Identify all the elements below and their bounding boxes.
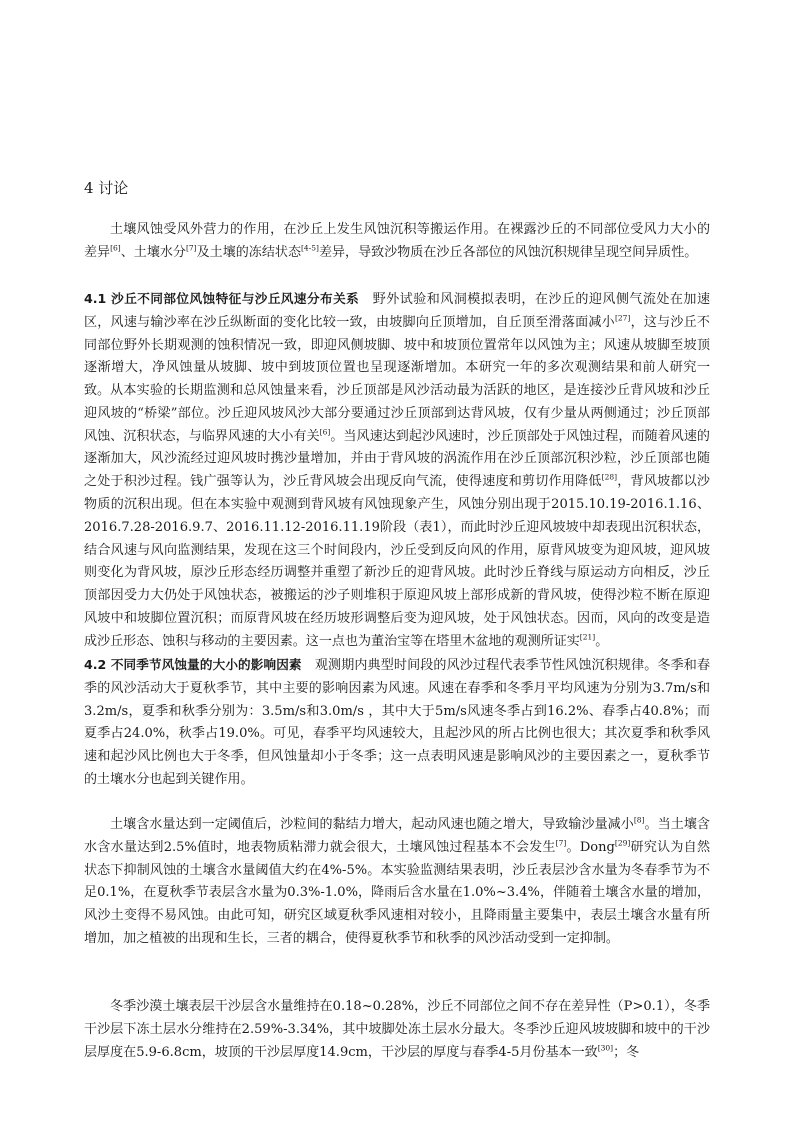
text-run: 。 (595, 633, 609, 649)
subsection-title-4-2: 4.2 不同季节风蚀量的大小的影响因素 (84, 657, 302, 672)
paragraph-4-2 (84, 654, 710, 792)
citation: [29] (614, 838, 631, 848)
citation: [7] (185, 243, 197, 253)
citation: [6] (319, 427, 331, 437)
text-run: 土壤含水量达到一定阈值后，沙粒间的黏结力增大，起动风速也随之增大，导致输沙量减小 (110, 817, 634, 832)
text-run: 。当土壤含水含水量达到2.5%值时，地表物质粘滞力就会很大，土壤风蚀过程基本不会发生 (84, 817, 710, 855)
text-run: 冬季沙漠土壤表层干沙层含水量维持在0.18~0.28%，沙丘不同部位之间不存在差异性（P>0.1），冬季干沙层下冻土层水分维持在2.59%-3.34%，其中坡脚处冻土层水分最大。冬季沙丘迎风坡坡脚和坡中的干沙层厚度在5.9-6.8cm，坡顶的干沙层厚度14.9cm，干沙层的厚度与春季4-5月份基本一致 (84, 999, 710, 1060)
text-run: 差异，导致沙物质在沙丘各部位的风蚀沉积规律呈现空间异质性。 (318, 244, 698, 260)
paragraph-winter (84, 996, 710, 1064)
text-run: 观测期内典型时间段的风沙过程代表季节性风蚀沉积规律。冬季和春季的风沙活动大于夏秋季节，其中主要的影响因素为风速。风速在春季和冬季月平均风速为分别为3.7m/s和3.2m/s，夏季和秋季分别为：3.5m/s和3.0m/s ，其中大于5m/s风速冬季占到16.2%、春季占40.8%；而夏季占24.0%，秋季占19.0%。可见，春季平均风速较大，且起沙风的所占比例也很大；其次夏季和秋季风速和起沙风比例也大于冬季，但风蚀量却小于冬季；这一点表明风速是影响风沙的主要因素之一，夏秋季节的土壤水分也起到关键作用。 (84, 658, 710, 787)
text-run: 野外试验和风洞模拟表明，在沙丘的迎风侧气流处在加速区，风速与输沙率在沙丘纵断面的变化比较一致，由坡脚向丘顶增加，自丘顶至滑落面减小 (84, 292, 710, 330)
text-run: 研究认为自然状态下抑制风蚀的土壤含水量阈值大约在4%-5%。本实验监测结果表明，沙丘表层沙含水量为冬春季节为不足0.1%，在夏秋季节表层含水量为0.3%-1.0%，降雨后含水量在1.0%~3.4%，伴随着土壤含水量的增加，风沙土变得不易风蚀。由此可知，研究区域夏秋季风速相对较小，且降雨量主要集中，表层土壤含水量有所增加，加之植被的出现和生长，三者的耦合，使得夏秋季节和秋季的风沙活动受到一定抑制。 (84, 839, 710, 946)
section-heading: 4 讨论 (84, 179, 129, 197)
citation: [27] (614, 313, 631, 323)
citation: [21] (579, 632, 596, 642)
text-run: 。当风速达到起沙风速时，沙丘顶部处于风蚀过程，而随着风速的逐渐加大，风沙流经过迎风坡时携沙量增加，并由于背风坡的涡流作用在沙丘顶部沉积沙粒，沙丘顶部也随之处于积沙过程。钱广强等认为，沙丘背风坡会出现反向气流，使得速度和剪切作用降低 (84, 428, 710, 490)
paragraph-dune-top (84, 380, 710, 654)
text-run: ，这与沙丘不同部位野外长期观测的蚀积情况一致，即迎风侧坡脚、坡中和坡顶位置常年以风蚀为主；风速从坡脚至坡顶逐渐增大，净风蚀量从坡脚、坡中到坡顶位置也呈现逐渐增加。本研究一年的多次观测结果和前人研究一致。 (84, 314, 710, 399)
citation: [28] (601, 472, 618, 482)
text-run: 。Dong (566, 839, 615, 855)
text-run: 从本实验的长期监测和总风蚀量来看，沙丘顶部是风沙活动最为活跃的地区，是连接沙丘背风坡和沙丘迎风坡的“桥梁”部位。沙丘迎风坡风沙大部分要通过沙丘顶部到达背风坡，仅有少量从两侧通过；沙丘顶部风蚀、沉积状态，与临界风速的大小有关 (84, 383, 710, 444)
citation: [30] (597, 1043, 614, 1053)
paragraph-soil-moisture (84, 814, 710, 951)
citation: [4-5] (301, 243, 319, 253)
paragraph-intro (84, 219, 710, 265)
text-run: 、土壤水分 (120, 244, 186, 260)
text-run: ，背风坡都以沙物质的沉积出现。但在本实验中观测到背风坡有风蚀现象产生，风蚀分别出现于2015.10.19-2016.1.16、2016.7.28-2016.9.7、2016.11.12-2016.11.19阶段（表1），而此时沙丘迎风坡坡中却表现出沉积状态，结合风速与风向监测结果，发现在这三个时间段内，沙丘受到反向风的作用，原背风坡变为迎风坡，迎风坡则变化为背风坡，原沙丘形态经历调整并重塑了新沙丘的迎背风坡。此时沙丘脊线与原运动方向相反，沙丘顶部因受力大仍处于风蚀状态，被搬运的沙子则堆积于原迎风坡上部形成新的背风坡，使得沙粒不断在原迎风坡中和坡脚位置沉积；而原背风坡在经历坡形调整后变为迎风坡，处于风蚀状态。因而，风向的改变是造成沙丘形态、蚀积与移动的主要因素。这一点也为董治宝等在塔里木盆地的观测所证实 (84, 474, 710, 649)
citation: [7] (555, 838, 567, 848)
text-run: ；冬 (613, 1044, 640, 1060)
text-run: 土壤风蚀受风外营力的作用，在沙丘上发生风蚀沉积等搬运作用。在裸露沙丘的不同部位受风力大小的差异 (84, 222, 710, 260)
citation: [8] (633, 815, 645, 825)
subsection-title-4-1: 4.1 沙丘不同部位风蚀特征与沙丘风速分布关系 (84, 291, 360, 306)
text-run: 及土壤的冻结状态 (196, 244, 301, 260)
citation: [6] (110, 243, 121, 253)
